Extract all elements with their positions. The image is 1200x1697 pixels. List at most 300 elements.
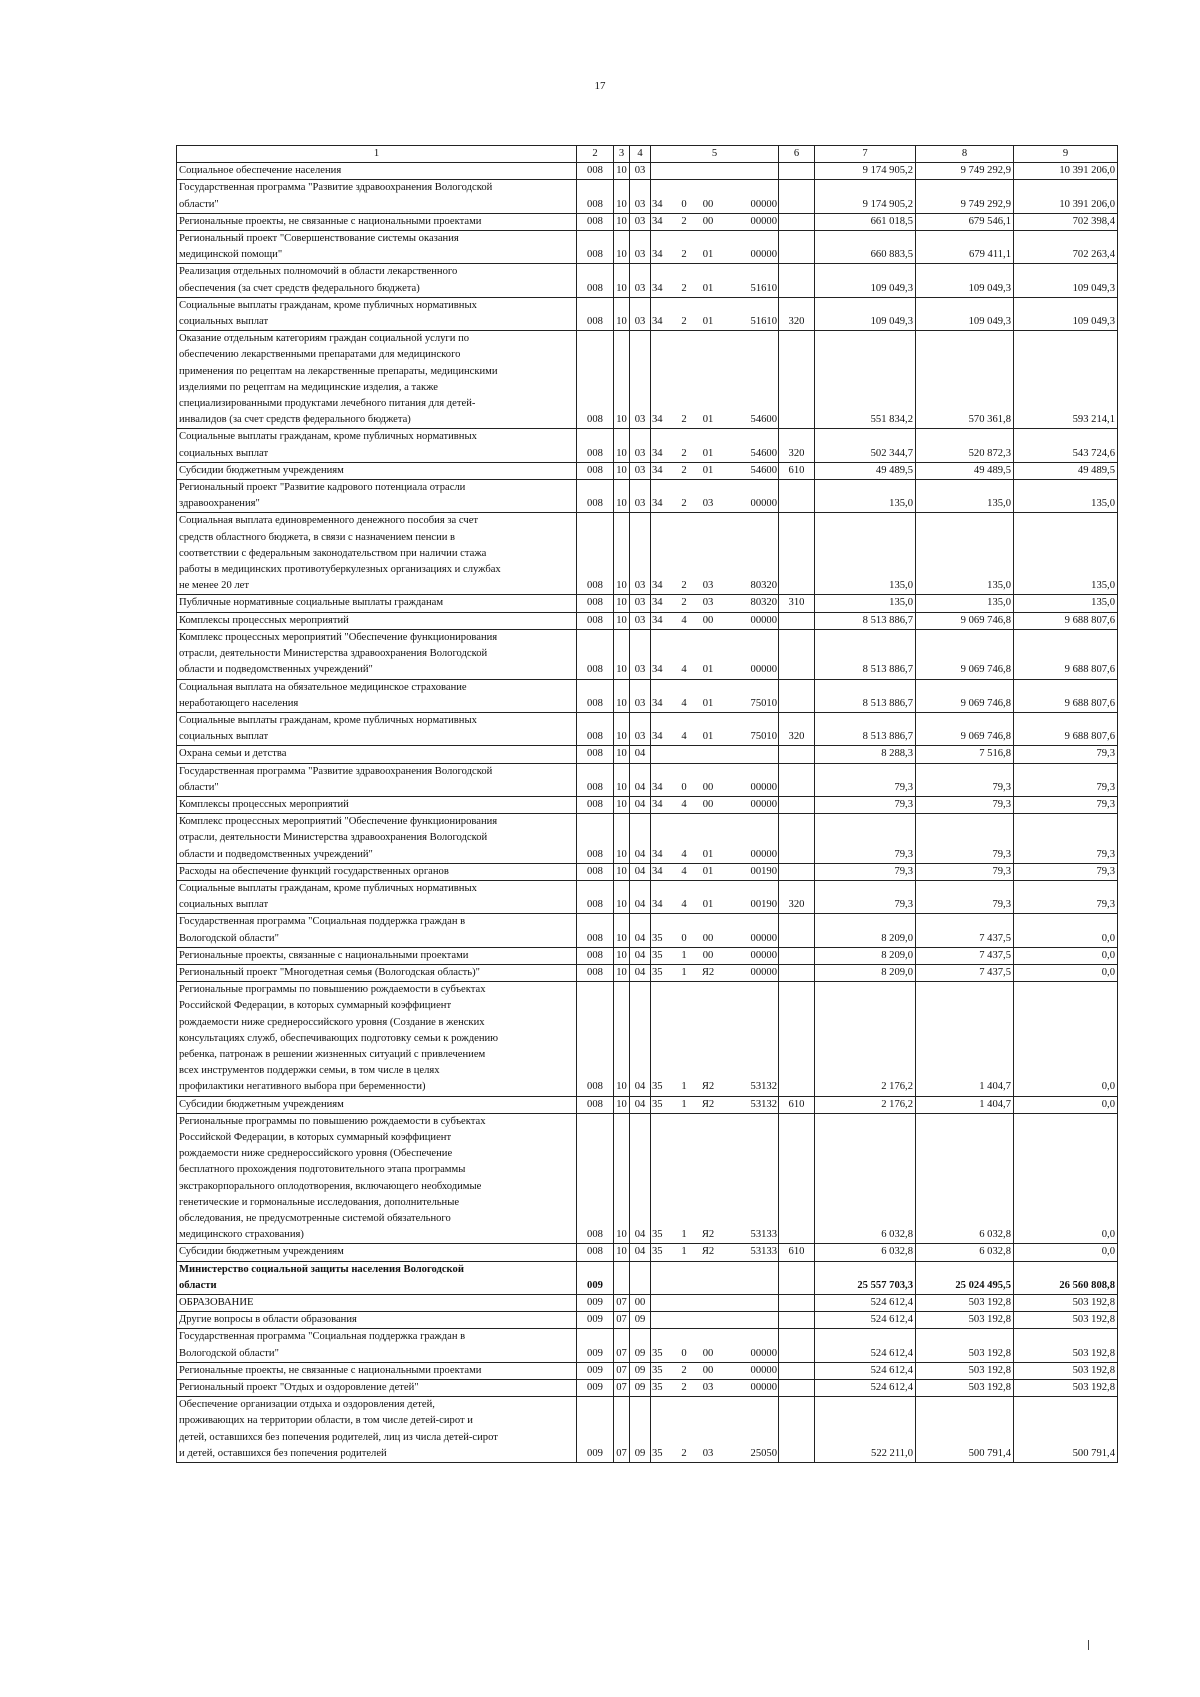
project-code: 01 xyxy=(702,899,714,911)
subsection-code: 04 xyxy=(630,964,651,981)
expense-type-code xyxy=(779,480,815,513)
program-code: 34 xyxy=(652,597,663,609)
program-code: 34 xyxy=(652,781,663,793)
expense-type-code: 320 xyxy=(779,297,815,330)
program-type-code: 2 xyxy=(681,447,687,459)
amount-col-7: 522 211,0 xyxy=(815,1397,916,1463)
ministry-code: 009 xyxy=(577,1329,614,1362)
project-code: 01 xyxy=(702,865,714,877)
project-code: 01 xyxy=(702,414,714,426)
amount-col-9: 500 791,4 xyxy=(1014,1397,1118,1463)
program-type-code: 2 xyxy=(681,282,687,294)
direction-code: 51610 xyxy=(750,282,777,294)
table-row xyxy=(177,964,1118,981)
program-type-code: 4 xyxy=(681,697,687,709)
row-name: Публичные нормативные социальные выплаты гражданам xyxy=(177,595,577,612)
page-number: 17 xyxy=(594,80,606,92)
section-code: 10 xyxy=(614,264,630,297)
row-name: Региональные проекты, не связанные с национальными проектами xyxy=(177,213,577,230)
expense-type-code xyxy=(779,629,815,679)
amount-col-8: 9 069 746,8 xyxy=(916,712,1014,745)
direction-code: 53133 xyxy=(750,1229,777,1241)
amount-col-7: 135,0 xyxy=(815,513,916,595)
amount-col-7: 8 513 886,7 xyxy=(815,679,916,712)
program-type-code: 2 xyxy=(681,414,687,426)
ministry-code: 008 xyxy=(577,231,614,264)
ministry-code: 009 xyxy=(577,1295,614,1312)
subsection-code: 00 xyxy=(630,1295,651,1312)
direction-code: 80320 xyxy=(750,580,777,592)
row-name: Региональные программы по повышению рождаемости в субъектах Российской Федерации, в которых суммарный коэффициент рождаемости ниже среднероссийского уровня (Создание в женских консультациях служб, обеспечивающих подготовку семьи к рождению ребенка, патронаж в решении жизненных ситуаций с привлечением всех инструментов поддержки семьи, в том числе в целях профилактики негативного выбора при беременности) xyxy=(177,982,577,1096)
section-code: 10 xyxy=(614,679,630,712)
expense-type-code xyxy=(779,679,815,712)
subsection-code: 04 xyxy=(630,914,651,947)
amount-col-9: 9 688 807,6 xyxy=(1014,679,1118,712)
direction-code: 00000 xyxy=(750,781,777,793)
table-row xyxy=(177,712,1118,745)
program-type-code: 2 xyxy=(681,249,687,261)
amount-col-8: 570 361,8 xyxy=(916,331,1014,429)
expense-type-code xyxy=(779,1261,815,1294)
amount-col-7: 79,3 xyxy=(815,796,916,813)
program-type-code: 2 xyxy=(681,580,687,592)
program-type-code: 1 xyxy=(681,1081,687,1093)
ministry-code: 008 xyxy=(577,297,614,330)
amount-col-8: 9 749 292,9 xyxy=(916,163,1014,180)
expense-type-code xyxy=(779,264,815,297)
target-article-code xyxy=(651,612,779,629)
subsection-code: 04 xyxy=(630,746,651,763)
direction-code: 00000 xyxy=(750,198,777,210)
ministry-code: 008 xyxy=(577,679,614,712)
program-code: 35 xyxy=(652,1229,663,1241)
table-row xyxy=(177,1261,1118,1294)
subsection-code: 03 xyxy=(630,629,651,679)
ministry-code: 008 xyxy=(577,814,614,864)
section-code: 10 xyxy=(614,1113,630,1244)
table-row xyxy=(177,1362,1118,1379)
amount-col-9: 0,0 xyxy=(1014,1244,1118,1261)
amount-col-8: 7 437,5 xyxy=(916,964,1014,981)
amount-col-7: 8 513 886,7 xyxy=(815,629,916,679)
project-code: 00 xyxy=(702,1364,714,1376)
amount-col-7: 79,3 xyxy=(815,763,916,796)
row-name: Государственная программа "Социальная поддержка граждан в Вологодской области" xyxy=(177,914,577,947)
amount-col-9: 0,0 xyxy=(1014,1096,1118,1113)
target-article-code xyxy=(651,1312,779,1329)
table-row xyxy=(177,796,1118,813)
program-type-code: 2 xyxy=(681,1364,687,1376)
expense-type-code xyxy=(779,331,815,429)
expense-type-code: 610 xyxy=(779,1096,815,1113)
row-name: Государственная программа "Развитие здравоохранения Вологодской области" xyxy=(177,763,577,796)
program-type-code: 2 xyxy=(681,1382,687,1394)
amount-col-7: 8 209,0 xyxy=(815,914,916,947)
amount-col-9: 135,0 xyxy=(1014,513,1118,595)
amount-col-8: 135,0 xyxy=(916,595,1014,612)
amount-col-9: 109 049,3 xyxy=(1014,264,1118,297)
direction-code: 53133 xyxy=(750,1246,777,1258)
amount-col-9: 503 192,8 xyxy=(1014,1380,1118,1397)
ministry-code: 008 xyxy=(577,264,614,297)
amount-col-8: 7 437,5 xyxy=(916,947,1014,964)
amount-col-7: 524 612,4 xyxy=(815,1295,916,1312)
expense-type-code xyxy=(779,863,815,880)
section-code: 10 xyxy=(614,213,630,230)
ministry-code: 008 xyxy=(577,163,614,180)
section-code: 10 xyxy=(614,297,630,330)
ministry-code: 008 xyxy=(577,1096,614,1113)
amount-col-8: 79,3 xyxy=(916,863,1014,880)
table-row xyxy=(177,231,1118,264)
table-row xyxy=(177,1295,1118,1312)
section-code: 10 xyxy=(614,796,630,813)
section-code: 10 xyxy=(614,712,630,745)
header-col-9: 9 xyxy=(1014,146,1118,163)
project-code: Я2 xyxy=(701,1229,715,1241)
subsection-code: 03 xyxy=(630,612,651,629)
subsection-code: 03 xyxy=(630,231,651,264)
row-name: Субсидии бюджетным учреждениям xyxy=(177,462,577,479)
row-name: Социальные выплаты гражданам, кроме публичных нормативных социальных выплат xyxy=(177,712,577,745)
section-code: 10 xyxy=(614,429,630,462)
direction-code: 53132 xyxy=(750,1098,777,1110)
direction-code: 00000 xyxy=(750,949,777,961)
amount-col-9: 9 688 807,6 xyxy=(1014,629,1118,679)
amount-col-9: 503 192,8 xyxy=(1014,1362,1118,1379)
expense-type-code xyxy=(779,746,815,763)
amount-col-8: 135,0 xyxy=(916,513,1014,595)
program-type-code: 0 xyxy=(681,198,687,210)
program-code: 34 xyxy=(652,899,663,911)
row-name: Социальное обеспечение населения xyxy=(177,163,577,180)
ministry-code: 009 xyxy=(577,1380,614,1397)
table-row xyxy=(177,1244,1118,1261)
subsection-code: 04 xyxy=(630,1113,651,1244)
target-article-code xyxy=(651,629,779,679)
target-article-code xyxy=(651,863,779,880)
row-name: Государственная программа "Социальная поддержка граждан в Вологодской области" xyxy=(177,1329,577,1362)
program-type-code: 1 xyxy=(681,1229,687,1241)
project-code: 00 xyxy=(702,781,714,793)
budget-table xyxy=(176,145,1118,1463)
table-row xyxy=(177,1329,1118,1362)
section-code: 07 xyxy=(614,1329,630,1362)
row-name: Региональный проект "Развитие кадрового потенциала отрасли здравоохранения" xyxy=(177,480,577,513)
program-type-code: 1 xyxy=(681,949,687,961)
project-code: Я2 xyxy=(701,1098,715,1110)
table-row xyxy=(177,679,1118,712)
program-code: 34 xyxy=(652,697,663,709)
expense-type-code xyxy=(779,947,815,964)
program-code: 34 xyxy=(652,865,663,877)
section-code xyxy=(614,1261,630,1294)
table-row xyxy=(177,612,1118,629)
ministry-code: 008 xyxy=(577,612,614,629)
amount-col-9: 10 391 206,0 xyxy=(1014,163,1118,180)
amount-col-9: 79,3 xyxy=(1014,863,1118,880)
subsection-code: 03 xyxy=(630,679,651,712)
table-row xyxy=(177,947,1118,964)
amount-col-7: 661 018,5 xyxy=(815,213,916,230)
table-row xyxy=(177,163,1118,180)
ministry-code: 008 xyxy=(577,513,614,595)
direction-code: 75010 xyxy=(750,697,777,709)
direction-code: 00000 xyxy=(750,215,777,227)
section-code: 10 xyxy=(614,982,630,1096)
project-code: 00 xyxy=(702,949,714,961)
amount-col-7: 109 049,3 xyxy=(815,297,916,330)
subsection-code: 04 xyxy=(630,880,651,913)
expense-type-code xyxy=(779,964,815,981)
program-code: 35 xyxy=(652,1382,663,1394)
subsection-code: 03 xyxy=(630,480,651,513)
subsection-code: 03 xyxy=(630,429,651,462)
amount-col-7: 8 513 886,7 xyxy=(815,712,916,745)
project-code: 01 xyxy=(702,731,714,743)
program-code: 34 xyxy=(652,215,663,227)
project-code: 00 xyxy=(702,1347,714,1359)
amount-col-9: 503 192,8 xyxy=(1014,1329,1118,1362)
subsection-code: 03 xyxy=(630,595,651,612)
amount-col-8: 1 404,7 xyxy=(916,982,1014,1096)
ministry-code: 008 xyxy=(577,595,614,612)
amount-col-7: 8 209,0 xyxy=(815,947,916,964)
ministry-code: 009 xyxy=(577,1397,614,1463)
amount-col-9: 0,0 xyxy=(1014,964,1118,981)
amount-col-9: 79,3 xyxy=(1014,796,1118,813)
amount-col-7: 2 176,2 xyxy=(815,1096,916,1113)
row-name: ОБРАЗОВАНИЕ xyxy=(177,1295,577,1312)
amount-col-7: 79,3 xyxy=(815,880,916,913)
section-code: 10 xyxy=(614,964,630,981)
section-code: 10 xyxy=(614,746,630,763)
row-name: Социальная выплата единовременного денежного пособия за счет средств областного бюджета, в связи с назначением пенсии в соответствии с федеральным законодательством при наличии стажа работы в медицинских противотуберкулезных организациях и службах не менее 20 лет xyxy=(177,513,577,595)
project-code: 00 xyxy=(702,798,714,810)
target-article-code xyxy=(651,1244,779,1261)
ministry-code: 008 xyxy=(577,480,614,513)
amount-col-9: 0,0 xyxy=(1014,914,1118,947)
target-article-code xyxy=(651,947,779,964)
amount-col-8: 7 437,5 xyxy=(916,914,1014,947)
project-code: 01 xyxy=(702,249,714,261)
expense-type-code xyxy=(779,163,815,180)
amount-col-8: 79,3 xyxy=(916,763,1014,796)
direction-code: 00190 xyxy=(750,899,777,911)
direction-code: 00000 xyxy=(750,1364,777,1376)
target-article-code xyxy=(651,462,779,479)
ministry-code: 008 xyxy=(577,180,614,213)
amount-col-8: 520 872,3 xyxy=(916,429,1014,462)
table-row xyxy=(177,880,1118,913)
amount-col-7: 25 557 703,3 xyxy=(815,1261,916,1294)
direction-code: 54600 xyxy=(750,447,777,459)
table-row xyxy=(177,982,1118,1096)
program-code: 34 xyxy=(652,414,663,426)
target-article-code xyxy=(651,679,779,712)
program-type-code: 0 xyxy=(681,781,687,793)
expense-type-code xyxy=(779,612,815,629)
amount-col-7: 524 612,4 xyxy=(815,1312,916,1329)
target-article-code xyxy=(651,1380,779,1397)
amount-col-8: 6 032,8 xyxy=(916,1113,1014,1244)
amount-col-9: 0,0 xyxy=(1014,947,1118,964)
amount-col-8: 503 192,8 xyxy=(916,1362,1014,1379)
amount-col-7: 135,0 xyxy=(815,595,916,612)
section-code: 10 xyxy=(614,880,630,913)
project-code: 03 xyxy=(702,1382,714,1394)
subsection-code: 03 xyxy=(630,513,651,595)
project-code: Я2 xyxy=(701,966,715,978)
expense-type-code xyxy=(779,513,815,595)
program-code: 34 xyxy=(652,316,663,328)
program-code: 35 xyxy=(652,1246,663,1258)
target-article-code xyxy=(651,1113,779,1244)
amount-col-8: 6 032,8 xyxy=(916,1244,1014,1261)
project-code: 00 xyxy=(702,614,714,626)
project-code: 01 xyxy=(702,464,714,476)
subsection-code: 04 xyxy=(630,796,651,813)
header-col-6: 6 xyxy=(779,146,815,163)
header-col-2: 2 xyxy=(577,146,614,163)
expense-type-code: 320 xyxy=(779,880,815,913)
amount-col-8: 25 024 495,5 xyxy=(916,1261,1014,1294)
target-article-code xyxy=(651,595,779,612)
project-code: 01 xyxy=(702,282,714,294)
expense-type-code: 320 xyxy=(779,429,815,462)
program-code: 34 xyxy=(652,282,663,294)
direction-code: 00000 xyxy=(750,664,777,676)
expense-type-code: 610 xyxy=(779,1244,815,1261)
target-article-code xyxy=(651,480,779,513)
expense-type-code xyxy=(779,231,815,264)
program-type-code: 4 xyxy=(681,899,687,911)
amount-col-9: 702 263,4 xyxy=(1014,231,1118,264)
amount-col-8: 79,3 xyxy=(916,880,1014,913)
amount-col-9: 109 049,3 xyxy=(1014,297,1118,330)
subsection-code: 03 xyxy=(630,462,651,479)
row-name: Субсидии бюджетным учреждениям xyxy=(177,1244,577,1261)
subsection-code: 04 xyxy=(630,763,651,796)
direction-code: 54600 xyxy=(750,464,777,476)
direction-code: 75010 xyxy=(750,731,777,743)
subsection-code: 04 xyxy=(630,1096,651,1113)
amount-col-7: 49 489,5 xyxy=(815,462,916,479)
amount-col-8: 79,3 xyxy=(916,796,1014,813)
row-name: Обеспечение организации отдыха и оздоровления детей, проживающих на территории области, в том числе детей-сирот и детей, оставшихся без попечения родителей, лиц из числа детей-сирот и детей, оставшихся без попечения родителей xyxy=(177,1397,577,1463)
subsection-code: 04 xyxy=(630,814,651,864)
section-code: 07 xyxy=(614,1380,630,1397)
direction-code: 80320 xyxy=(750,597,777,609)
amount-col-7: 2 176,2 xyxy=(815,982,916,1096)
program-code: 34 xyxy=(652,614,663,626)
section-code: 10 xyxy=(614,331,630,429)
project-code: 01 xyxy=(702,664,714,676)
expense-type-code xyxy=(779,796,815,813)
row-name: Комплексы процессных мероприятий xyxy=(177,612,577,629)
expense-type-code xyxy=(779,763,815,796)
program-type-code: 0 xyxy=(681,1347,687,1359)
target-article-code xyxy=(651,712,779,745)
row-name: Региональные проекты, не связанные с национальными проектами xyxy=(177,1362,577,1379)
table-row xyxy=(177,1113,1118,1244)
table-row xyxy=(177,462,1118,479)
target-article-code xyxy=(651,763,779,796)
amount-col-7: 79,3 xyxy=(815,863,916,880)
expense-type-code xyxy=(779,1312,815,1329)
ministry-code: 008 xyxy=(577,964,614,981)
table-row xyxy=(177,264,1118,297)
amount-col-9: 0,0 xyxy=(1014,982,1118,1096)
program-code: 35 xyxy=(652,966,663,978)
amount-col-7: 8 513 886,7 xyxy=(815,612,916,629)
target-article-code xyxy=(651,513,779,595)
expense-type-code xyxy=(779,814,815,864)
amount-col-8: 503 192,8 xyxy=(916,1312,1014,1329)
table-row xyxy=(177,763,1118,796)
project-code: Я2 xyxy=(701,1081,715,1093)
direction-code: 00000 xyxy=(750,848,777,860)
amount-col-8: 79,3 xyxy=(916,814,1014,864)
direction-code: 00190 xyxy=(750,865,777,877)
project-code: 00 xyxy=(702,932,714,944)
amount-col-8: 503 192,8 xyxy=(916,1380,1014,1397)
program-code: 34 xyxy=(652,580,663,592)
program-code: 34 xyxy=(652,464,663,476)
project-code: 03 xyxy=(702,498,714,510)
subsection-code: 03 xyxy=(630,712,651,745)
amount-col-9: 135,0 xyxy=(1014,480,1118,513)
section-code: 10 xyxy=(614,763,630,796)
amount-col-7: 9 174 905,2 xyxy=(815,180,916,213)
program-type-code: 2 xyxy=(681,597,687,609)
program-type-code: 2 xyxy=(681,498,687,510)
table-row xyxy=(177,1380,1118,1397)
project-code: 03 xyxy=(702,597,714,609)
row-name: Социальная выплата на обязательное медицинское страхование неработающего населения xyxy=(177,679,577,712)
table-row xyxy=(177,297,1118,330)
direction-code: 00000 xyxy=(750,1347,777,1359)
row-name: Региональный проект "Совершенствование системы оказания медицинской помощи" xyxy=(177,231,577,264)
target-article-code xyxy=(651,231,779,264)
expense-type-code xyxy=(779,1295,815,1312)
row-name: Региональные программы по повышению рождаемости в субъектах Российской Федерации, в которых суммарный коэффициент рождаемости ниже среднероссийского уровня (Обеспечение бесплатного прохождения подготовительного этапа программы экстракорпорального оплодотворения, включающего необходимые генетические и гормональные исследования, дополнительные обследования, не предусмотренные системой обязательного медицинского страхования) xyxy=(177,1113,577,1244)
program-code: 34 xyxy=(652,198,663,210)
row-name: Комплекс процессных мероприятий "Обеспечение функционирования отрасли, деятельности Министерства здравоохранения Вологодской области и подведомственных учреждений" xyxy=(177,629,577,679)
program-type-code: 2 xyxy=(681,464,687,476)
header-col-1: 1 xyxy=(177,146,577,163)
section-code: 10 xyxy=(614,180,630,213)
ministry-code: 008 xyxy=(577,880,614,913)
amount-col-7: 660 883,5 xyxy=(815,231,916,264)
amount-col-8: 679 411,1 xyxy=(916,231,1014,264)
section-code: 10 xyxy=(614,863,630,880)
table-row xyxy=(177,429,1118,462)
section-code: 10 xyxy=(614,595,630,612)
ministry-code: 008 xyxy=(577,982,614,1096)
amount-col-9: 702 398,4 xyxy=(1014,213,1118,230)
row-name: Государственная программа "Развитие здравоохранения Вологодской области" xyxy=(177,180,577,213)
ministry-code: 008 xyxy=(577,712,614,745)
project-code: 00 xyxy=(702,198,714,210)
section-code: 10 xyxy=(614,513,630,595)
expense-type-code: 320 xyxy=(779,712,815,745)
ministry-code: 008 xyxy=(577,763,614,796)
row-name: Другие вопросы в области образования xyxy=(177,1312,577,1329)
expense-type-code xyxy=(779,180,815,213)
amount-col-9: 503 192,8 xyxy=(1014,1312,1118,1329)
direction-code: 00000 xyxy=(750,966,777,978)
